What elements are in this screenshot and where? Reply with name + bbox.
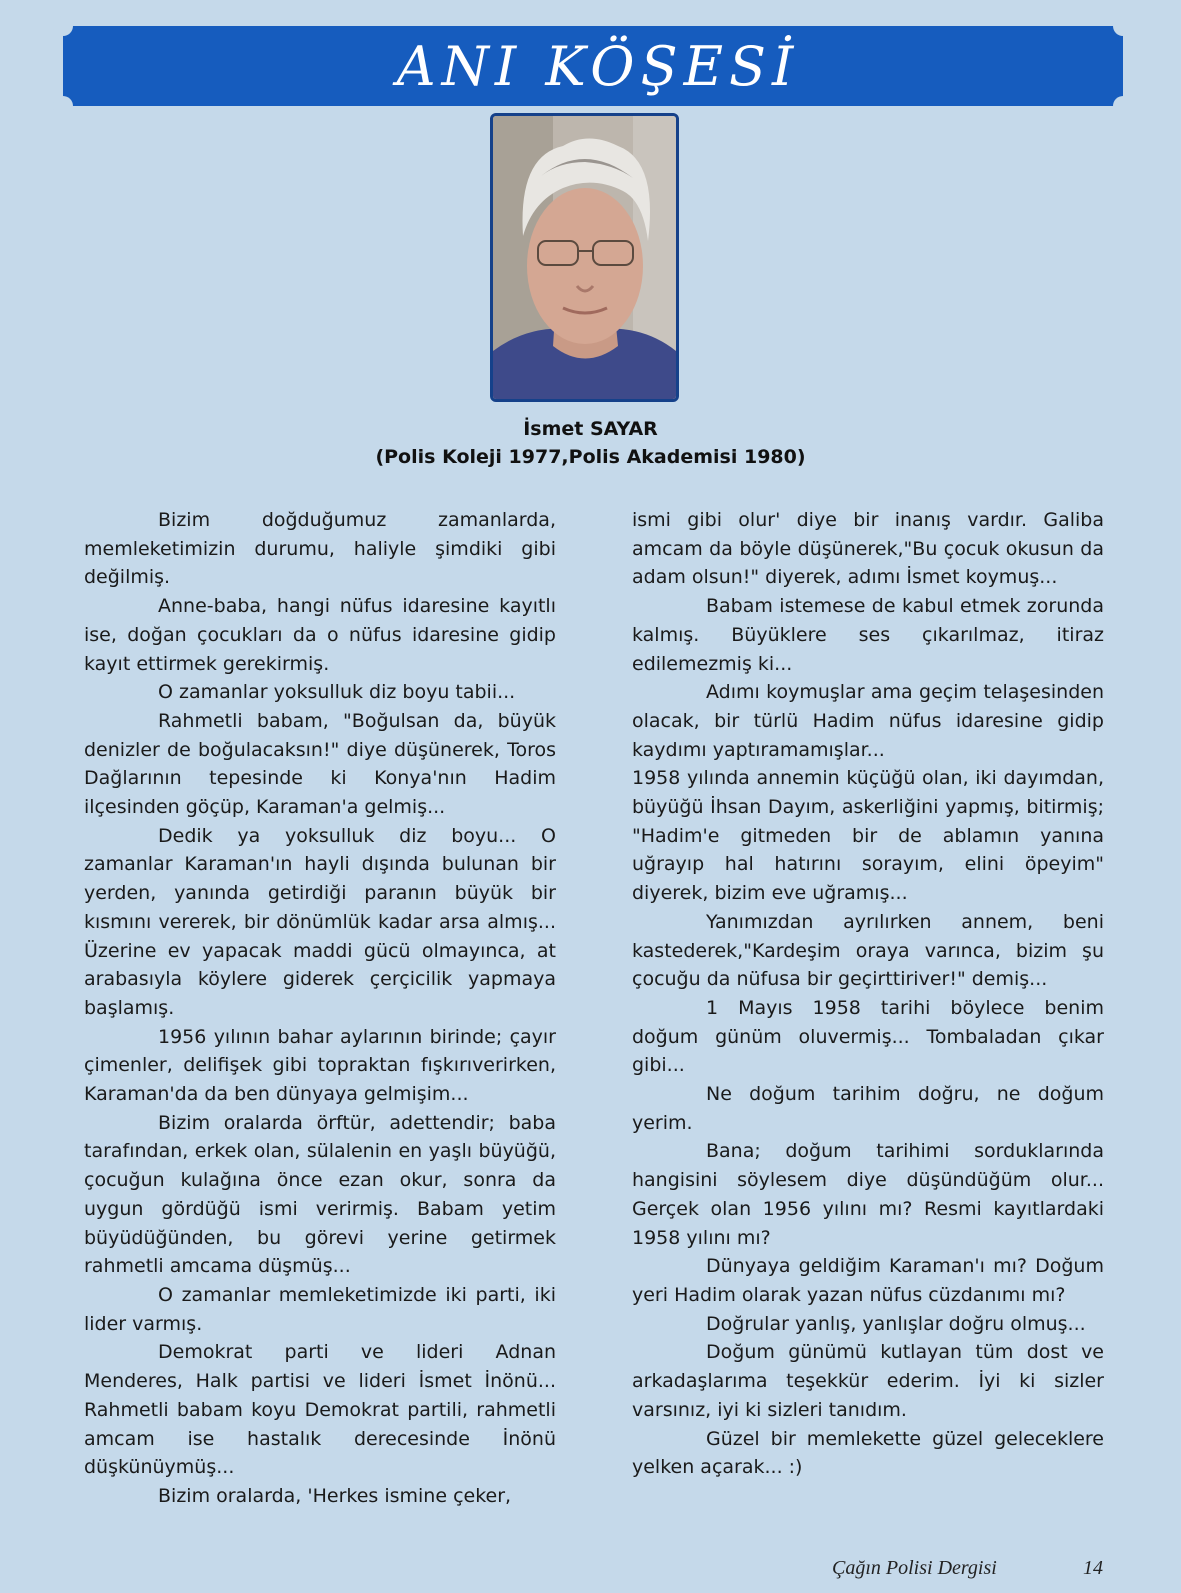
banner-corner bbox=[53, 96, 73, 116]
paragraph: Doğum günümü kutlayan tüm dost ve arkadaşlarıma teşekkür ederim. İyi ki sizler varsınız, iyi ki sizleri tanıdım. bbox=[632, 1341, 1104, 1421]
paragraph: Anne-baba, hangi nüfus idaresine kayıtlı ise, doğan çocukları da o nüfus idaresine gidip kayıt ettirmek gerekirmiş. bbox=[84, 595, 556, 675]
banner-corner bbox=[1113, 96, 1133, 116]
author-name: İsmet SAYAR bbox=[523, 418, 658, 440]
paragraph: Ne doğum tarihim doğru, ne doğum yerim. bbox=[632, 1083, 1104, 1134]
paragraph: Dünyaya geldiğim Karaman'ı mı? Doğum yeri Hadim olarak yazan nüfus cüzdanımı mı? bbox=[632, 1255, 1104, 1306]
paragraph: Bizim doğduğumuz zamanlarda, memleketimizin durumu, haliyle şimdiki gibi değilmiş. bbox=[84, 509, 556, 589]
header-banner bbox=[63, 26, 1123, 106]
article-column-right bbox=[632, 506, 1104, 1482]
paragraph: O zamanlar memleketimizde iki parti, iki lider varmış. bbox=[84, 1283, 556, 1335]
paragraph: Yanımızdan ayrılırken annem, beni kastederek,"Kardeşim oraya varınca, bizim şu çocuğu da nüfusa bir geçirttiriver!" demiş... bbox=[632, 910, 1104, 991]
banner-corner bbox=[53, 16, 73, 36]
paragraph: Adımı koymuşlar ama geçim telaşesinden olacak, bir türlü Hadim nüfus idaresine gidip kaydımı yaptıramamışlar... bbox=[632, 681, 1104, 761]
paragraph: Doğrular yanlış, yanlışlar doğru olmuş... bbox=[706, 1312, 1086, 1335]
paragraph: Babam istemese de kabul etmek zorunda kalmış. Büyüklere ses çıkarılmaz, itiraz edilemezmiş ki... bbox=[632, 595, 1104, 675]
magazine-name: Çağın Polisi Dergisi bbox=[832, 1557, 997, 1579]
banner-corner bbox=[1113, 16, 1133, 36]
section-title: ANI KÖŞESİ bbox=[396, 34, 800, 98]
article-column-left bbox=[84, 506, 556, 1511]
author-credentials: (Polis Koleji 1977,Polis Akademisi 1980) bbox=[375, 446, 806, 468]
paragraph: 1958 yılında annemin küçüğü olan, iki dayımdan, büyüğü İhsan Dayım, askerliğini yapmış, bitirmiş; "Hadim'e gitmeden bir de ablamın yanına uğrayıp hal hatırını sorayım, elini öpeyim" diyerek, bizim eve uğramış... bbox=[632, 767, 1104, 905]
paragraph: 1956 yılının bahar aylarının birinde; çayır çimenler, delifişek gibi topraktan fışkırıverirken, Karaman'da da ben dünyaya gelmişim... bbox=[84, 1025, 556, 1106]
paragraph: Dedik ya yoksulluk diz boyu... O zamanlar Karaman'ın hayli dışında bulunan bir yerden, yanında getirdiği paranın büyük bir kısmını vererek, bir dönümlük kadar arsa almış... Üzerine ev yapacak maddi gücü olmayınca, at arabasıyla köylere giderek çerçicilik yapmaya başlamış. bbox=[84, 824, 556, 1019]
paragraph: Güzel bir memlekette güzel geleceklere yelken açarak... :) bbox=[632, 1427, 1104, 1479]
paragraph: Demokrat parti ve lideri Adnan Menderes, Halk partisi ve lideri İsmet İnönü... Rahmetli babam koyu Demokrat partili, rahmetli amcam ise hastalık derecesinde İnönü düşkünüymüş... bbox=[84, 1341, 556, 1479]
paragraph: 1 Mayıs 1958 tarihi böylece benim doğum günüm oluvermiş... Tombaladan çıkar gibi... bbox=[632, 996, 1104, 1077]
paragraph: Rahmetli babam, "Boğulsan da, büyük denizler de boğulacaksın!" diye düşünerek, Toros Dağlarının tepesinde ki Konya'nın Hadim ilçesinden göçüp, Karaman'a gelmiş... bbox=[84, 709, 556, 819]
paragraph: Bizim oralarda, 'Herkes ismine çeker, bbox=[158, 1484, 512, 1507]
paragraph: Bizim oralarda örftür, adettendir; baba tarafından, erkek olan, sülalenin en yaşlı büyüğü, çocuğun kulağına önce ezan okur, sonra da uygun gördüğü ismi verirmiş. Babam yetim büyüdüğünden, bu görevi yerine getirmek rahmetli amcama düşmüş... bbox=[84, 1111, 556, 1278]
paragraph: ismi gibi olur' diye bir inanış vardır. Galiba amcam da böyle düşünerek,"Bu çocuk okusun da adam olsun!" diyerek, adımı İsmet koymuş... bbox=[632, 509, 1104, 589]
author-photo bbox=[490, 113, 679, 402]
portrait-image bbox=[493, 116, 676, 399]
paragraph: Bana; doğum tarihimi sorduklarında hangisini söylesem diye düşündüğüm olur... Gerçek olan 1956 yılını mı? Resmi kayıtlardaki 1958 yılını mı? bbox=[632, 1140, 1104, 1249]
paragraph: O zamanlar yoksulluk diz boyu tabii... bbox=[158, 681, 516, 704]
page-number: 14 bbox=[1083, 1557, 1103, 1579]
